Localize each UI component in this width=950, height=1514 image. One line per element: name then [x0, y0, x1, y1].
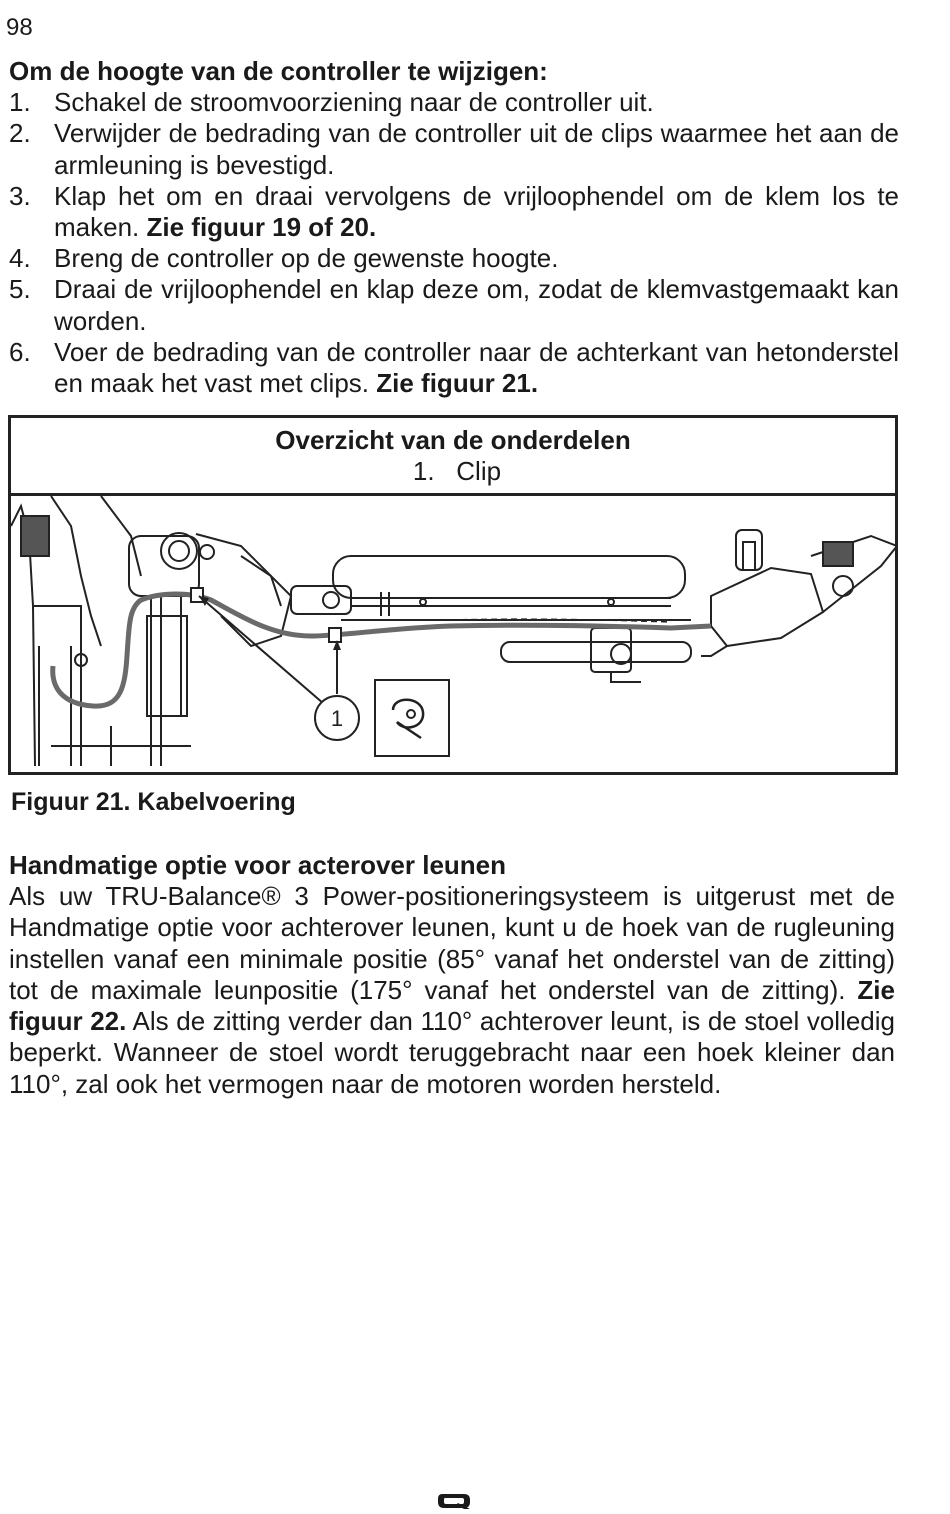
list-item: 4. Breng de controller op de gewenste hoogte.	[9, 243, 559, 274]
figure-reference: Zie figuur 19 of 20.	[146, 212, 377, 243]
parts-legend-item: 1. Clip	[412, 456, 502, 486]
instructions-heading: Om de hoogte van de controller te wijzigen:	[9, 56, 548, 86]
list-item: 5. Draai de vrijloophendel en klap deze om, zodat de klemvastgemaakt kan worden.	[9, 274, 899, 336]
section-body: Als uw TRU-Balance® 3 Power-positioneringsysteem is uitgerust met de Handmatige optie voor achterover leunen, kunt u de hoek van de rugleuning instellen vanaf een minimale positie (85° vanaf het onderstel van de zitting) tot de maximale leunpositie (175° vanaf het onderstel van de zitting). Zie figuur 22. Als de zitting verder dan 110° achterover leunt, is de stoel volledig beperkt. Wanneer de stoel wordt teruggebracht naar een hoek kleiner dan 110°, zal ook het vermogen naar de motoren worden hersteld.	[9, 881, 896, 1099]
recline-section	[9, 850, 895, 1100]
backrest-frame	[11, 496, 214, 766]
clip-detail-inset	[375, 680, 449, 756]
section-heading: Handmatige optie voor acterover leunen	[9, 850, 507, 880]
parts-overview-title: Overzicht van de onderdelen	[275, 425, 631, 455]
steps-list	[9, 87, 899, 399]
armrest-pad	[333, 556, 691, 620]
cable-routing-illustration	[11, 496, 895, 772]
brand-q-logo-icon	[436, 1492, 472, 1510]
callout-number: 1	[330, 706, 344, 731]
list-item: 2. Verwijder de bedrading van de controller uit de clips waarmee het aan de armleuning is bevestigd.	[9, 118, 899, 180]
cable-clip	[329, 628, 341, 642]
parts-overview	[11, 418, 895, 496]
instructions	[9, 56, 899, 399]
page-number: 98	[6, 14, 33, 41]
armrest-tube	[501, 628, 691, 682]
list-item: 1. Schakel de stroomvoorziening naar de controller uit.	[9, 87, 654, 118]
list-item: 3. Klap het om en draai vervolgens de vrijloophendel om de klem los te maken. Zie figuur 19 of 20.	[9, 180, 899, 243]
list-item: 6. Voer de bedrading van de controller naar de achterkant van hetonderstel en maak het vast met clips. Zie figuur 21.	[9, 336, 899, 399]
figure-reference: Zie figuur 22.	[9, 974, 895, 1037]
figure-reference: Zie figuur 21.	[376, 368, 539, 399]
figure-21	[8, 415, 898, 775]
figure-caption: Figuur 21. Kabelvoering	[11, 788, 296, 816]
joystick-controller	[701, 530, 895, 656]
cable-clip	[191, 588, 203, 602]
